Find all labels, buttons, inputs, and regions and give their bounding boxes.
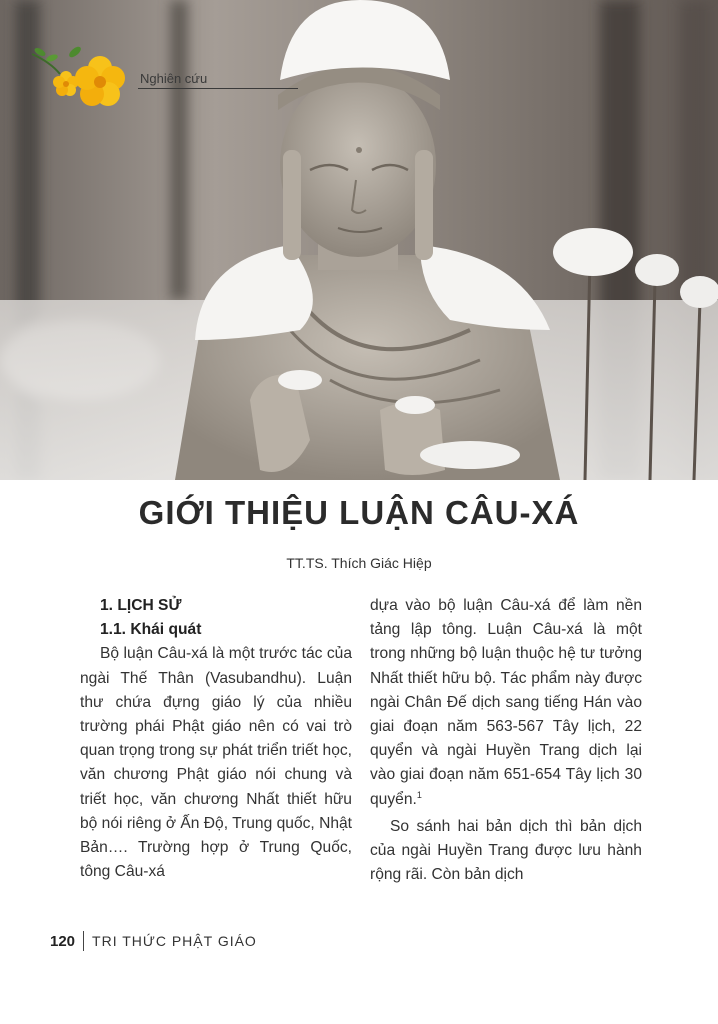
article-author: TT.TS. Thích Giác Hiệp bbox=[286, 555, 432, 571]
body-paragraph: So sánh hai bản dịch thì bản dịch của ngài Huyền Trang được lưu hành rộng rãi. Còn bản dịch bbox=[370, 817, 642, 884]
page-footer bbox=[50, 930, 257, 952]
body-paragraph-continued bbox=[370, 594, 642, 812]
section-divider bbox=[138, 88, 298, 89]
footer-divider bbox=[83, 931, 84, 951]
yellow-apricot-blossom-icon bbox=[30, 44, 140, 114]
article-title: GIỚI THIỆU LUẬN CÂU-XÁ bbox=[138, 494, 580, 531]
page-number: 120 bbox=[50, 932, 76, 950]
publication-name: TRI THỨC PHẬT GIÁO bbox=[92, 933, 257, 949]
left-column bbox=[80, 594, 352, 884]
footnote-marker[interactable]: 1 bbox=[416, 789, 422, 800]
body-paragraph: Bộ luận Câu-xá là một trước tác của ngài Thế Thân (Vasubandhu). Luận thư chứa đựng giáo lý của nhiều trường phái Phật giáo nên có vai trò quan trọng trong sự phát triển triết học, văn chương Phật giáo nói chung và triết học, văn chương Nhất thiết hữu bộ nói riêng ở Ấn Độ, Trung quốc, Nhật Bản…. Trường hợp ở Trung Quốc, tông Câu-xá bbox=[80, 645, 353, 881]
right-column bbox=[370, 594, 642, 887]
section-heading: 1. LỊCH SỬ bbox=[100, 597, 182, 614]
section-label: Nghiên cứu bbox=[140, 71, 208, 86]
paragraph-text: dựa vào bộ luận Câu-xá để làm nền tảng lập tông. Luận Câu-xá là một trong những bộ luận thuộc hệ tư tưởng Nhất thiết hữu bộ. Tác phẩm này được ngài Chân Đế dịch sang tiếng Hán vào giai đoạn năm 563-567 Tây lịch, 22 quyển và ngài Huyền Trang dịch lại vào giai đoạn năm 651-654 Tây lịch 30 quyển. bbox=[370, 597, 642, 808]
subsection-heading: 1.1. Khái quát bbox=[100, 621, 202, 639]
